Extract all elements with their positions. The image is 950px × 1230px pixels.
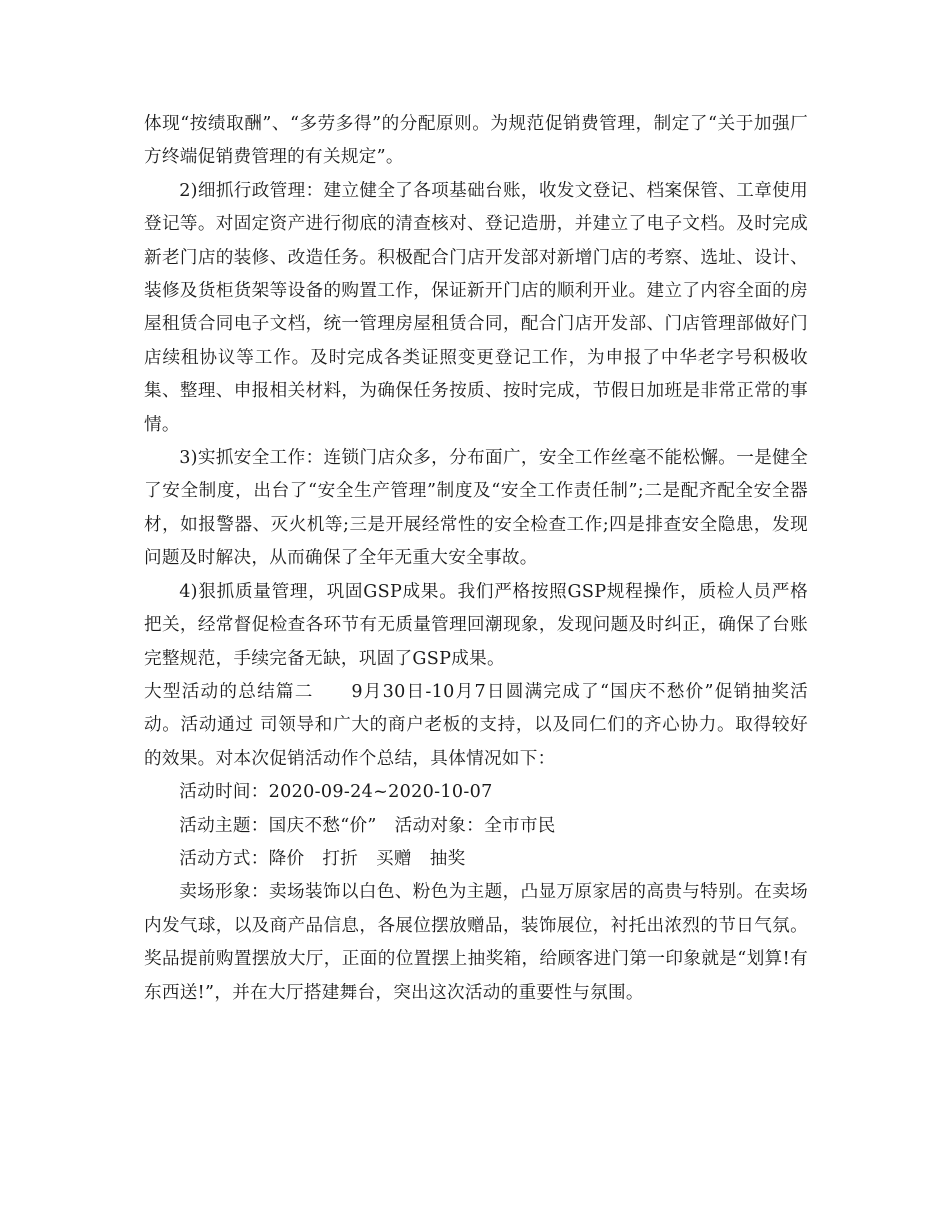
- paragraph-activity-method: 活动方式：降价 打折 买赠 抽奖: [179, 848, 466, 869]
- paragraph-store-image: 卖场形象：卖场装饰以白色、粉色为主题，凸显万原家居的高贵与特别。在卖场内发气球，以及商产品信息，各展位摆放赠品，装饰展位，衬托出浓烈的节日气氛。奖品提前购置摆放大厅，正面的位置摆上抽奖箱，给顾客进门第一印象就是“划算!有东西送!”，并在大厅搭建舞台，突出这次活动的重要性与氛围。: [144, 882, 808, 1003]
- paragraph-activity-theme: 活动主题：国庆不愁“价” 活动对象：全市市民: [179, 815, 556, 836]
- paragraph-safety-work: 3)实抓安全工作：连锁门店众多，分布面广，安全工作丝毫不能松懈。一是健全了安全制度，出台了“安全生产管理”制度及“安全工作责任制”;二是配齐配全安全器材，如报警器、灭火机等;三是开展经常性的安全检查工作;四是排查安全隐患，发现问题及时解决，从而确保了全年无重大安全事故。: [144, 448, 808, 569]
- paragraph-summary-part-two: 大型活动的总结篇二 9月30日-10月7日圆满完成了“国庆不愁价”促销抽奖活动。活动通过 司领导和广大的商户老板的支持，以及同仁们的齐心协力。取得较好的效果。对本次促销活动作个总结，具体情况如下：: [144, 681, 808, 769]
- paragraph-activity-time: 活动时间：2020-09-24~2020-10-07: [179, 782, 493, 803]
- document-page: [144, 108, 808, 1010]
- paragraph-pay-principle: 体现“按绩取酬”、“多劳多得”的分配原则。为规范促销费管理，制定了“关于加强厂方终端促销费管理的有关规定”。: [144, 114, 808, 168]
- paragraph-quality-management: 4)狠抓质量管理，巩固GSP成果。我们严格按照GSP规程操作，质检人员严格把关，经常督促检查各环节有无质量管理回潮现象，发现问题及时纠正，确保了台账完整规范，手续完备无缺，巩固了GSP成果。: [144, 581, 808, 669]
- paragraph-admin-management: 2)细抓行政管理：建立健全了各项基础台账，收发文登记、档案保管、工章使用登记等。对固定资产进行彻底的清查核对、登记造册，并建立了电子文档。及时完成新老门店的装修、改造任务。积极配合门店开发部对新增门店的考察、选址、设计、装修及货柜货架等设备的购置工作，保证新开门店的顺利开业。建立了内容全面的房屋租赁合同电子文档，统一管理房屋租赁合同，配合门店开发部、门店管理部做好门店续租协议等工作。及时完成各类证照变更登记工作，为申报了中华老字号积极收集、整理、申报相关材料，为确保任务按质、按时完成，节假日加班是非常正常的事情。: [144, 180, 808, 435]
